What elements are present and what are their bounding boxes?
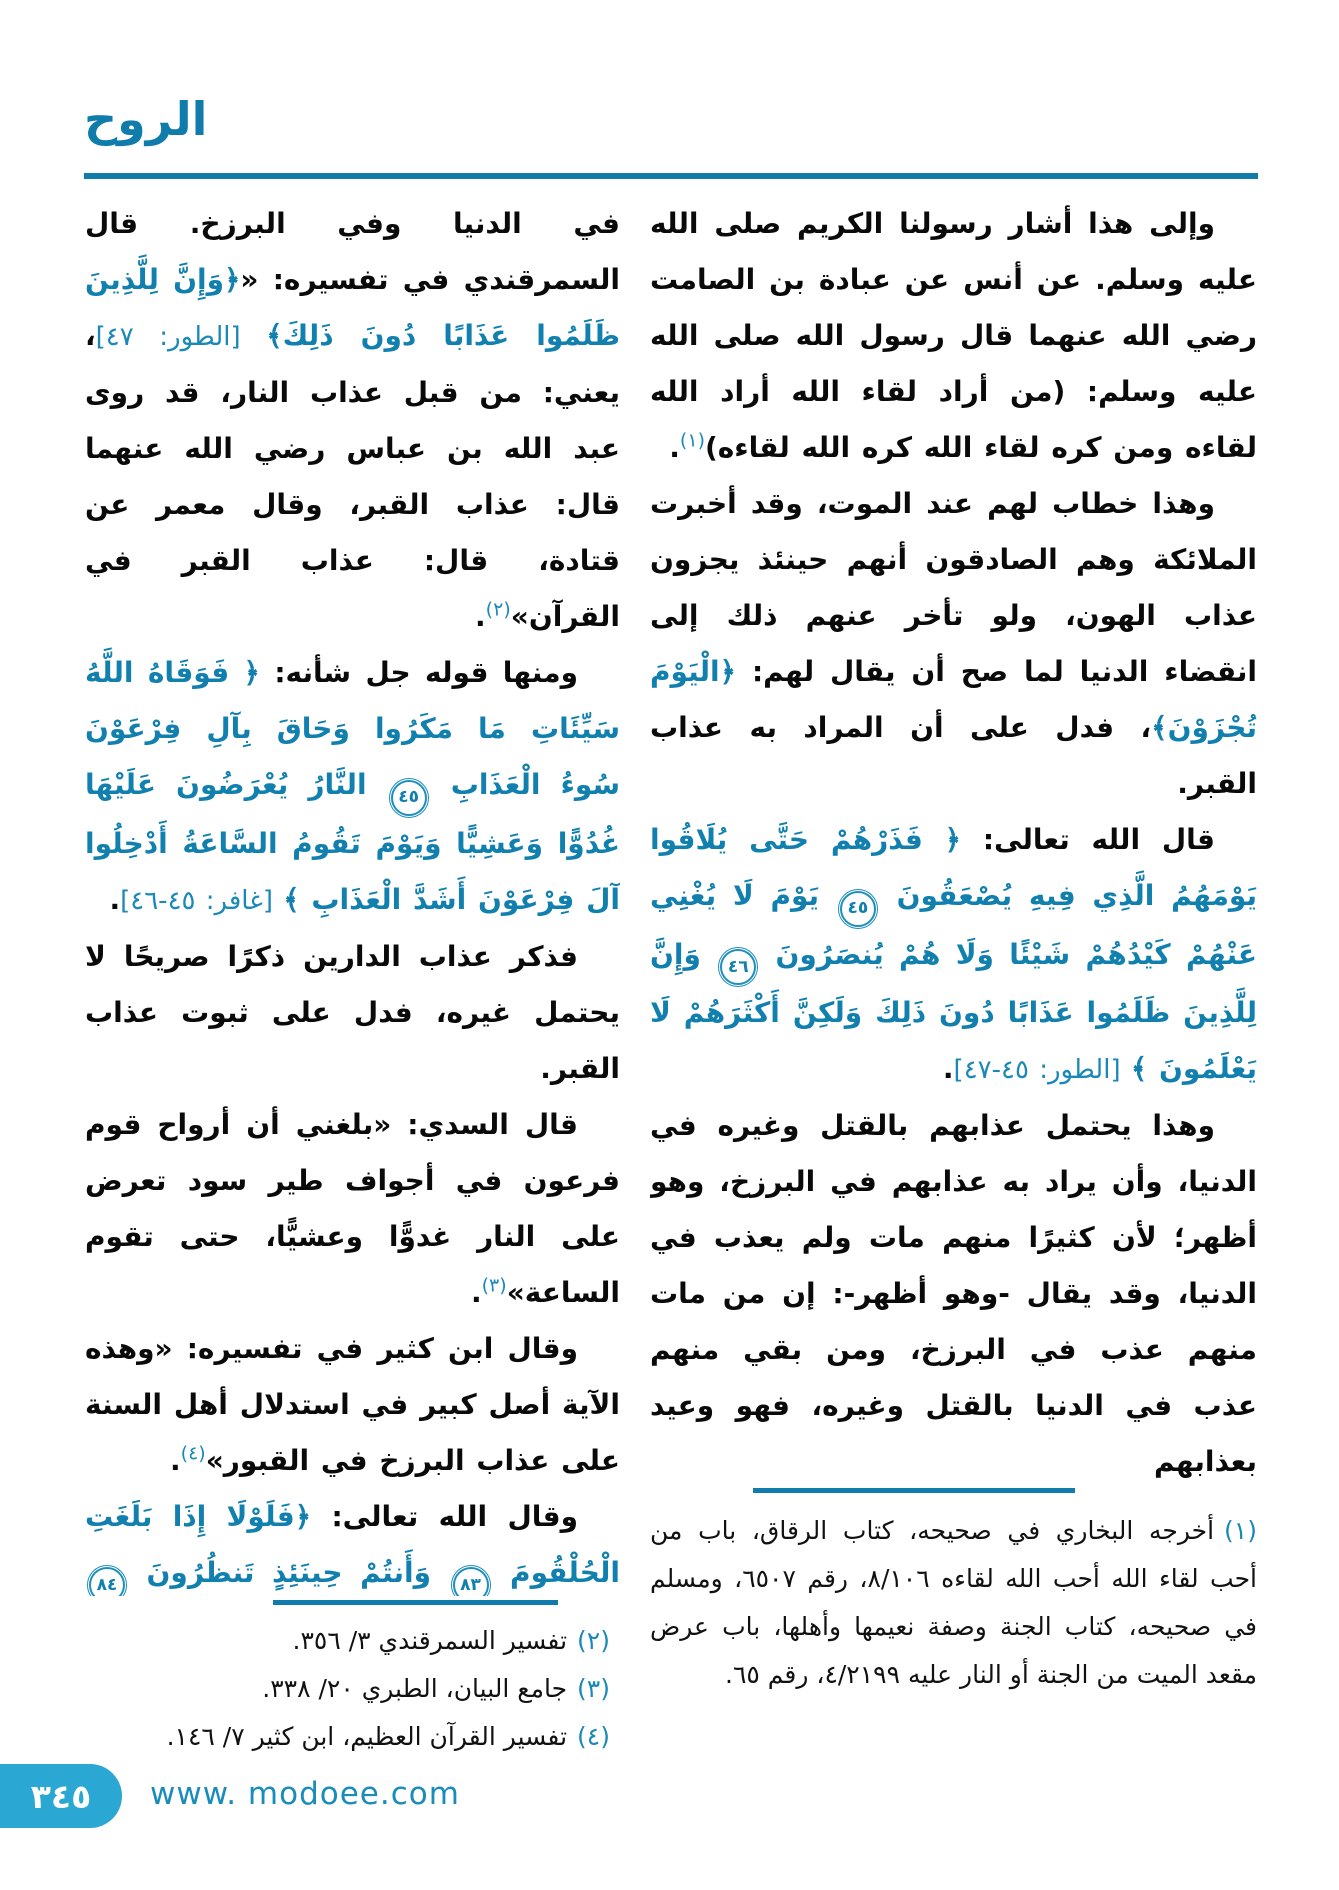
footnote-marker: (٤): [180, 1442, 206, 1465]
body-text: وإلى هذا أشار رسولنا الكريم صلى الله عليه وسلم. عن أنس عن عبادة بن الصامت رضي الله عنهما قال رسول الله صلى الله عليه وسلم:: [650, 207, 1257, 408]
paragraph: [85, 929, 620, 1097]
quran-verse: ﴿فَلَوْلَا إِذَا بَلَغَتِ الْحُلْقُومَ: [85, 1499, 620, 1589]
column-left: [85, 196, 620, 1596]
page-title: الروح: [84, 92, 208, 146]
footnote-text: أخرجه البخاري في صحيحه، كتاب الرقاق، باب من أحب لقاء الله أحب الله لقاءه ٨/١٠٦، رقم ٦٥٠٧، ومسلم في صحيحه، كتاب الجنة وصفة نعيمها وأهلها، باب عرض مقعد الميت من الجنة أو النار عليه ٤/٢١٩٩، رقم ٦٥.: [650, 1516, 1258, 1689]
quran-verse: وَأَنتُمْ حِينَئِذٍ تَنظُرُونَ: [129, 1555, 449, 1589]
footnotes-left: [85, 1600, 620, 1761]
footnotes-right: [650, 1488, 1257, 1699]
footnote: [85, 1713, 620, 1761]
paragraph: [85, 1489, 620, 1597]
body-text: .: [475, 600, 486, 633]
body-text: فذكر عذاب الدارين ذكرًا صريحًا لا يحتمل غيره، فدل على ثبوت عذاب القبر.: [85, 939, 620, 1085]
ayah-number: ٤٥: [840, 891, 876, 927]
quran-verse: ﴿وَإِنَّ لِلَّذِينَ ظَلَمُوا عَذَابًا دُونَ ذَلِكَ﴾: [85, 263, 620, 352]
body-text: في الدنيا وفي البرزخ. قال السمرقندي في تفسيره: «: [85, 207, 620, 296]
footnote-marker: (١): [679, 429, 705, 452]
header-rule: [84, 173, 1258, 179]
page-number-badge: [0, 1764, 122, 1828]
column-right: [650, 196, 1257, 1482]
body-text: وهذا يحتمل عذابهم بالقتل وغيره في الدنيا، وأن يراد به عذابهم في البرزخ، وهو أظهر؛ لأن كثيرًا منهم مات ولم يعذب في الدنيا، وقد يقال -وهو أظهر-: إن من مات منهم عذب في البرزخ، ومن بقي منهم عذب في الدنيا بالقتل وغيره، فهو وعيد بعذابهم: [650, 1109, 1257, 1478]
paragraph: [650, 196, 1257, 476]
quran-verse: ﴿الْيَوْمَ تُجْزَوْنَ﴾: [650, 655, 1257, 744]
quran-verse: يَوْمَ لَا يُغْنِي عَنْهُمْ كَيْدُهُمْ شَيْئًا وَلَا هُمْ يُنصَرُونَ: [650, 879, 1257, 971]
body-text: ، فدل على أن المراد به عذاب القبر.: [650, 711, 1257, 800]
ayah-number: ٨٣: [453, 1567, 489, 1596]
paragraph: [85, 196, 620, 645]
paragraph: [650, 1098, 1257, 1482]
body-text: .: [109, 882, 121, 916]
footnote-marker: (٢): [485, 598, 511, 621]
body-text: .: [942, 1052, 954, 1085]
quran-verse: ﴿ فَذَرْهُمْ حَتَّى يُلَاقُوا يَوْمَهُمُ الَّذِي فِيهِ يُصْعَقُونَ: [650, 823, 1257, 912]
paragraph: [650, 476, 1257, 812]
footnote-number: (٣): [577, 1674, 610, 1703]
body-text: وقال ابن كثير في تفسيره: «وهذه الآية أصل كبير في استدلال أهل السنة على عذاب البرزخ في القبور»: [85, 1331, 620, 1477]
surah-reference: [الطور: ٤٥-٤٧]: [953, 1055, 1131, 1085]
body-text: وهذا خطاب لهم عند الموت، وقد أخبرت الملائكة وهم الصادقون أنهم حينئذ يجزون عذاب الهون، ولو تأخر عنهم ذلك إلى انقضاء الدنيا لما صح أن يقال لهم:: [650, 487, 1257, 688]
body-text: .: [170, 1443, 181, 1477]
body-text: .: [470, 1275, 482, 1309]
paragraph: [85, 1321, 620, 1489]
footnote-number: (٤): [577, 1722, 610, 1751]
footnote-separator: [753, 1488, 1075, 1493]
page-number: ٣٤٥: [30, 1776, 92, 1816]
quran-verse: وَإِنَّ لِلَّذِينَ ظَلَمُوا عَذَابًا دُونَ ذَلِكَ وَلَكِنَّ أَكْثَرَهُمْ لَا يَعْلَمُونَ ﴾: [650, 937, 1257, 1085]
footnote-marker: (٣): [481, 1274, 507, 1297]
footnote-text: تفسير السمرقندي ٣/ ٣٥٦.: [292, 1626, 568, 1655]
footnote: [650, 1507, 1257, 1699]
footnote-separator: [273, 1600, 558, 1605]
body-text: (من أراد لقاء الله أراد الله لقاءه ومن كره لقاء الله كره الله لقاءه): [650, 375, 1257, 464]
footnote-text: تفسير القرآن العظيم، ابن كثير ٧/ ١٤٦.: [166, 1722, 568, 1751]
ayah-number: ٨٤: [89, 1567, 125, 1596]
body-text: ، يعني: من قبل عذاب النار، قد روى عبد الله بن عباس رضي الله عنهما قال: عذاب القبر، وقال معمر عن قتادة، قال: عذاب القبر في القرآن»: [85, 319, 620, 633]
body-text: قال السدي: «بلغني أن أرواح قوم فرعون في أجواف طير سود تعرض على النار غدوًّا وعشيًّا، حتى تقوم الساعة»: [85, 1107, 620, 1309]
paragraph: [85, 645, 620, 929]
footnote: [85, 1617, 620, 1665]
quran-verse: النَّارُ يُعْرَضُونَ عَلَيْهَا غُدُوًّا وَعَشِيًّا وَيَوْمَ تَقُومُ السَّاعَةُ أَدْخِلُوا آلَ فِرْعَوْنَ أَشَدَّ الْعَذَابِ ﴾: [85, 768, 620, 916]
body-text: وقال الله تعالى:: [311, 1499, 578, 1533]
body-text: قال الله تعالى:: [961, 823, 1215, 856]
footnote: [85, 1665, 620, 1713]
body-text: ومنها قوله جل شأنه:: [259, 656, 578, 689]
quran-verse: ﴿ فَوَقَاهُ اللَّهُ سَيِّئَاتِ مَا مَكَرُوا وَحَاقَ بِآلِ فِرْعَوْنَ سُوءُ الْعَذَابِ: [85, 656, 620, 801]
website-text: www. modoee.com: [150, 1776, 460, 1812]
surah-reference: [غافر: ٤٥-٤٦]: [120, 885, 284, 916]
surah-reference: [الطور: ٤٧]: [95, 322, 267, 352]
ayah-number: ٤٦: [720, 949, 756, 985]
body-text: .: [669, 431, 680, 464]
ayah-number: ٤٥: [391, 780, 427, 816]
footnote-number: (١): [1224, 1516, 1257, 1545]
footnote-text: جامع البيان، الطبري ٢٠/ ٣٣٨.: [262, 1674, 568, 1703]
paragraph: [85, 1097, 620, 1321]
paragraph: [650, 812, 1257, 1098]
footnote-number: (٢): [577, 1626, 610, 1655]
